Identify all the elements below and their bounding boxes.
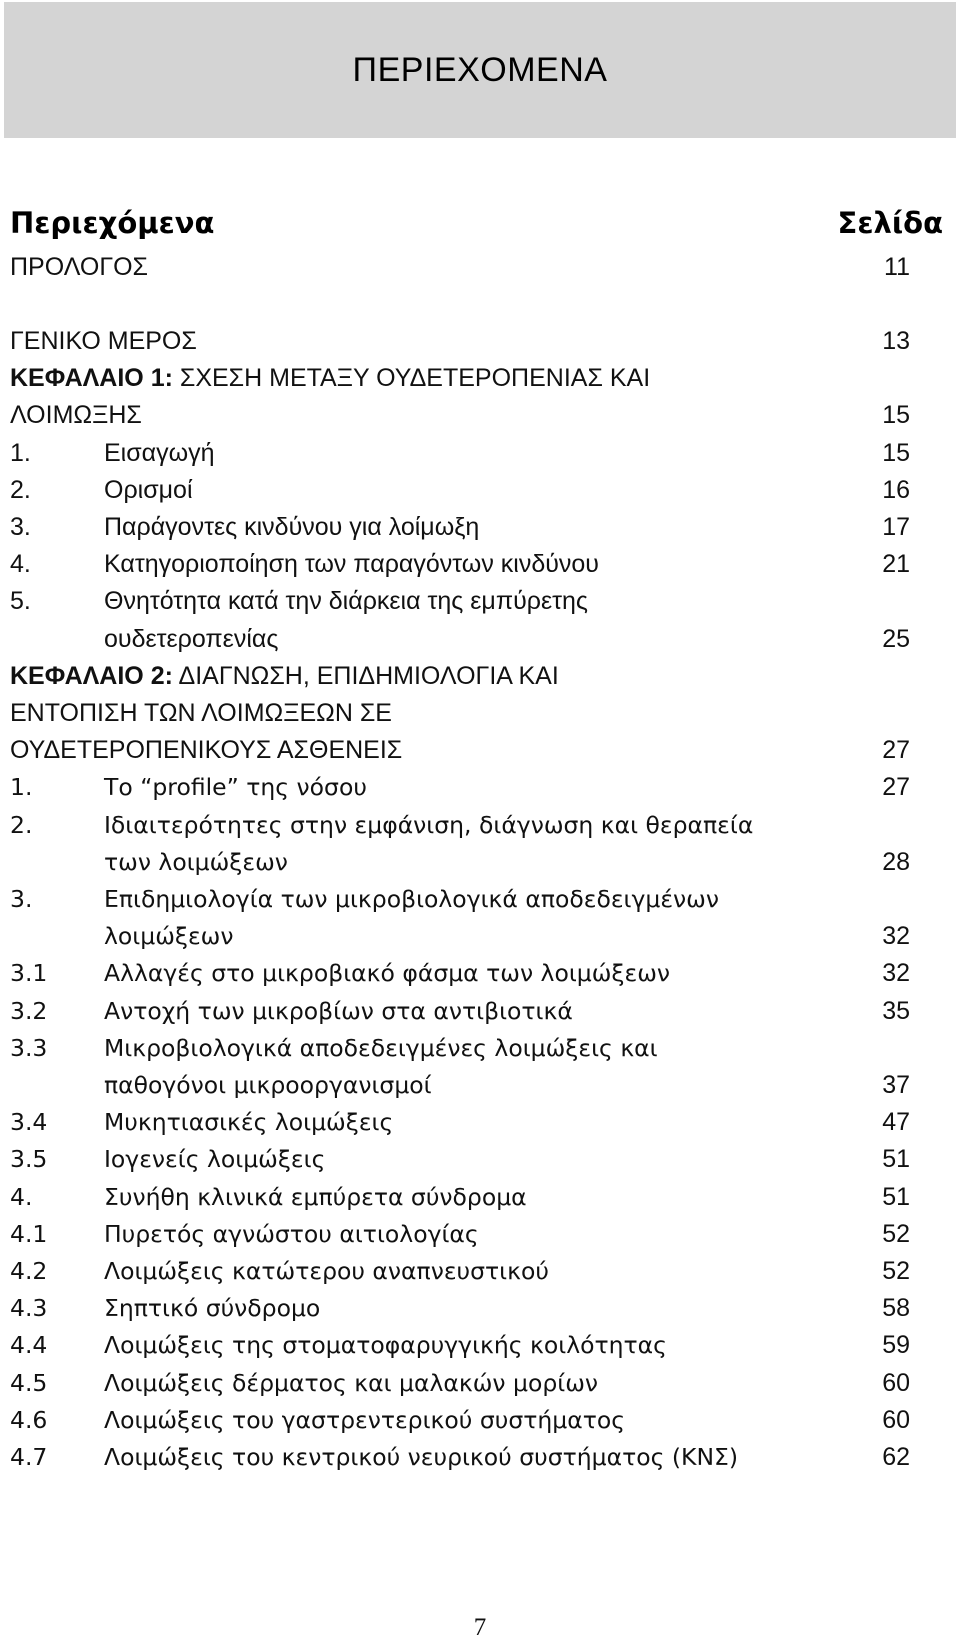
toc-page-number: 13 [882,327,910,355]
section-number: 4.4 [10,1331,48,1360]
section-title: Παράγοντες κινδύνου για λοίμωξη [104,513,480,541]
chapter-label: ΚΕΦΑΛΑΙΟ 2: [10,661,173,690]
toc-entry-title: ΕΝΤΟΠΙΣΗ ΤΩΝ ΛΟΙΜΩΞΕΩΝ ΣΕ [10,699,392,727]
toc-line [0,1140,960,1178]
toc-line [0,1438,960,1476]
toc-page-number: 32 [882,959,910,988]
section-number: 5. [10,587,31,616]
toc-page-number: 17 [882,513,910,541]
toc-line [0,1252,960,1290]
toc-page-number: 27 [882,736,910,765]
chapter-title: ΔΙΑΓΝΩΣΗ, ΕΠΙΔΗΜΙΟΛΟΓΙΑ ΚΑΙ [172,661,559,690]
section-title-continued: ουδετεροπενίας [104,624,279,653]
toc-line [0,620,960,658]
toc-page-number: 60 [882,1368,910,1397]
toc-line [0,1401,960,1439]
toc-line [0,1066,960,1104]
section-title: Ορισμοί [104,475,193,504]
contents-header: Περιεχόμενα [10,206,215,240]
toc-line [0,582,960,620]
toc-line [0,248,960,286]
toc-page-number: 62 [882,1443,910,1471]
section-title: Μικροβιολογικά αποδεδειγμένες λοιμώξεις και [104,1033,658,1062]
toc-page-number: 15 [882,438,910,467]
section-number: 4.5 [10,1368,48,1397]
toc-page-number: 52 [882,1257,910,1285]
section-title: Ιδιαιτερότητες στην εμφάνιση, διάγνωση και θεραπεία [104,810,754,839]
section-number: 4.7 [10,1443,48,1471]
toc-line [0,694,960,732]
toc-line [0,806,960,844]
section-number: 4.2 [10,1257,48,1285]
section-number: 3.4 [10,1108,48,1137]
toc-line [0,471,960,509]
section-number: 1. [10,438,31,467]
toc-entry-title: ΛΟΙΜΩΞΗΣ [10,401,142,430]
section-title: Συνήθη κλινικά εμπύρετα σύνδρομα [104,1182,527,1211]
toc-line [0,657,960,695]
section-number: 4.1 [10,1219,48,1248]
toc-page-number: 52 [882,1219,910,1248]
toc-line [0,768,960,806]
toc-page-number: 25 [882,624,910,653]
section-number: 4.6 [10,1405,48,1434]
toc-page-number: 51 [882,1182,910,1211]
section-title: Το “profile” της νόσου [104,773,367,802]
section-title: Σηπτικό σύνδρομο [104,1294,321,1323]
section-title: Πυρετός αγνώστου αιτιολογίας [104,1219,479,1248]
toc-line [0,731,960,769]
toc-line [0,1178,960,1216]
toc-page-number: 35 [882,996,910,1025]
toc-line [0,843,960,881]
section-title: Επιδημιολογία των μικροβιολογικά αποδεδειγμένων [104,885,719,913]
toc-page-number: 47 [882,1108,910,1137]
toc-entry-title: ΓΕΝΙΚΟ ΜΕΡΟΣ [10,327,197,355]
section-title: Αλλαγές στο μικροβιακό φάσμα των λοιμώξεων [104,959,671,988]
toc-line [0,1289,960,1327]
toc-line [0,1364,960,1402]
toc-line [0,359,960,397]
toc-page-number: 27 [882,773,910,802]
chapter-label: ΚΕΦΑΛΑΙΟ 1: [10,364,173,393]
section-number: 3. [10,885,33,913]
section-title-continued: λοιμώξεων [104,922,234,951]
toc-line [0,992,960,1030]
toc-line [0,1215,960,1253]
section-title: Λοιμώξεις δέρματος και μαλακών μορίων [104,1368,599,1397]
section-title: Θνητότητα κατά την διάρκεια της εμπύρετης [104,587,588,616]
section-title-continued: παθογόνοι μικροοργανισμοί [104,1071,432,1099]
toc-page-number: 59 [882,1331,910,1360]
toc-page-number: 28 [882,847,910,876]
section-title: Λοιμώξεις του γαστρεντερικού συστήματος [104,1405,626,1434]
toc-line [0,880,960,918]
toc-line [0,545,960,583]
toc-entry-title: ΟΥΔΕΤΕΡΟΠΕΝΙΚΟΥΣ ΑΣΘΕΝΕΙΣ [10,736,403,765]
page-number: 7 [473,1614,487,1641]
toc-chapter-line [10,359,650,397]
toc-page-number: 60 [882,1405,910,1434]
toc-page-number: 51 [882,1145,910,1174]
section-title: Μυκητιασικές λοιμώξεις [104,1108,394,1137]
toc-page-number: 11 [884,253,910,281]
toc-page-number: 21 [882,550,910,579]
section-number: 2. [10,810,33,839]
toc-page-number: 32 [882,922,910,951]
section-title: Κατηγοριοποίηση των παραγόντων κινδύνου [104,550,599,579]
chapter-title: ΣΧΕΣΗ ΜΕΤΑΞΥ ΟΥΔΕΤΕΡΟΠΕΝΙΑΣ ΚΑΙ [172,364,651,393]
toc-line [0,1029,960,1067]
section-number: 3.3 [10,1033,48,1062]
toc-line [0,396,960,434]
section-title: Λοιμώξεις της στοματοφαρυγγικής κοιλότητας [104,1331,667,1360]
section-number: 3.1 [10,959,48,988]
toc-line [0,1326,960,1364]
section-number: 4. [10,1182,33,1211]
section-number: 3. [10,513,31,541]
section-number: 2. [10,475,31,504]
toc-chapter-line [10,657,559,695]
toc-page-number: 37 [882,1071,910,1099]
section-number: 4. [10,550,31,579]
section-title: Ιογενείς λοιμώξεις [104,1145,326,1174]
section-title: Λοιμώξεις του κεντρικού νευρικού συστήματος (ΚΝΣ) [104,1443,739,1471]
toc-line [0,917,960,955]
toc-page-number: 15 [882,401,910,430]
section-title: Λοιμώξεις κατώτερου αναπνευστικού [104,1257,549,1285]
toc-line [0,322,960,360]
toc-page-number: 16 [882,475,910,504]
toc-entry-title: ΠΡΟΛΟΓΟΣ [10,253,149,281]
toc-page-number: 58 [882,1294,910,1323]
toc-line [0,954,960,992]
toc-line [0,1103,960,1141]
section-number: 1. [10,773,33,802]
page-column-header: Σελίδα [837,206,943,240]
section-title-continued: των λοιμώξεων [104,847,288,876]
section-title: Εισαγωγή [104,438,215,467]
page-title: ΠΕΡΙΕΧΟΜΕΝΑ [352,50,608,89]
toc-line [0,508,960,546]
section-number: 3.2 [10,996,48,1025]
section-number: 3.5 [10,1145,48,1174]
toc-line [0,434,960,472]
section-number: 4.3 [10,1294,48,1323]
section-title: Αντοχή των μικροβίων στα αντιβιοτικά [104,996,573,1025]
